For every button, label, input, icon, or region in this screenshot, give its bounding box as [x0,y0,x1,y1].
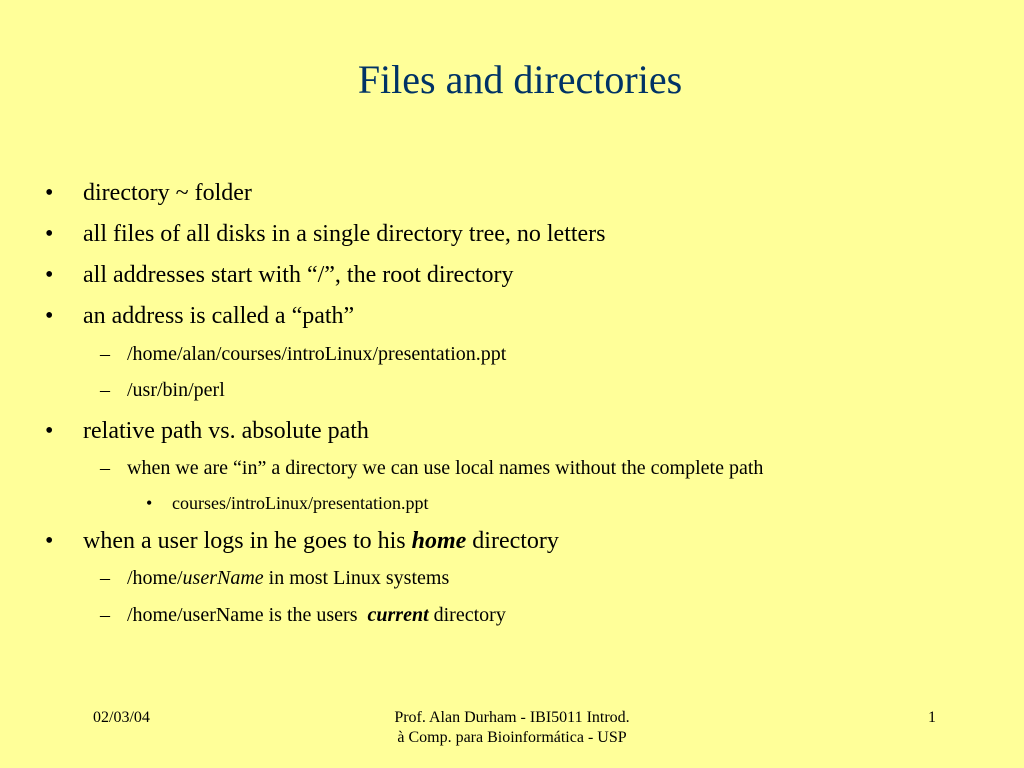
bullet-text: relative path vs. absolute path [83,418,369,444]
bullet-item [45,220,606,248]
sub-bullet-item [100,378,225,402]
bullet-text: all files of all disks in a single directory tree, no letters [83,221,606,247]
emphasis-current: current [367,604,429,626]
bullet-text: /home/alan/courses/introLinux/presentation.ppt [127,343,507,365]
slide-title: Files and directories [357,57,683,102]
bullet-text: courses/introLinux/presentation.ppt [172,493,429,513]
bullet-text: /usr/bin/perl [127,379,225,401]
bullet-marker: • [45,180,54,206]
bullet-text-end: directory [466,528,559,554]
emphasis-home: home [411,528,467,554]
bullet-item [45,179,252,207]
bullet-text-end: directory [428,604,506,626]
dash-marker: – [100,343,110,365]
bullet-marker: • [45,221,54,247]
bullet-item [45,527,559,555]
footer-author [312,708,712,748]
bullet-text-end: in most Linux systems [263,567,450,589]
bullet-marker: • [146,493,153,513]
bullet-item [45,417,369,445]
bullet-item [45,261,514,289]
footer-author-line1: Prof. Alan Durham - IBI5011 Introd. [394,709,630,726]
sub-sub-bullet-item [146,492,429,514]
bullet-item [45,302,355,330]
dash-marker: – [100,379,110,401]
bullet-marker: • [45,418,54,444]
sub-bullet-item [100,342,507,366]
bullet-text: when we are “in” a directory we can use local names without the complete path [127,457,764,479]
emphasis-username: userName [182,567,264,589]
bullet-marker: • [45,303,54,329]
bullet-marker: • [45,528,54,554]
bullet-marker: • [45,262,54,288]
page-number: 1 [928,709,936,726]
sub-bullet-item [100,603,506,627]
bullet-text: all addresses start with “/”, the root directory [83,262,514,288]
dash-marker: – [100,567,110,589]
bullet-text-start: when a user logs in he goes to his [83,528,412,554]
bullet-text: an address is called a “path” [83,303,355,329]
sub-bullet-item [100,456,764,480]
bullet-text-start: /home/ [127,567,183,589]
bullet-text-start: /home/userName is the users [127,604,368,626]
sub-bullet-item [100,566,450,590]
bullet-text: directory ~ folder [83,180,252,206]
dash-marker: – [100,604,110,626]
footer-author-line2: à Comp. para Bioinformática - USP [397,729,627,746]
footer-date: 02/03/04 [93,709,150,726]
dash-marker: – [100,457,110,479]
